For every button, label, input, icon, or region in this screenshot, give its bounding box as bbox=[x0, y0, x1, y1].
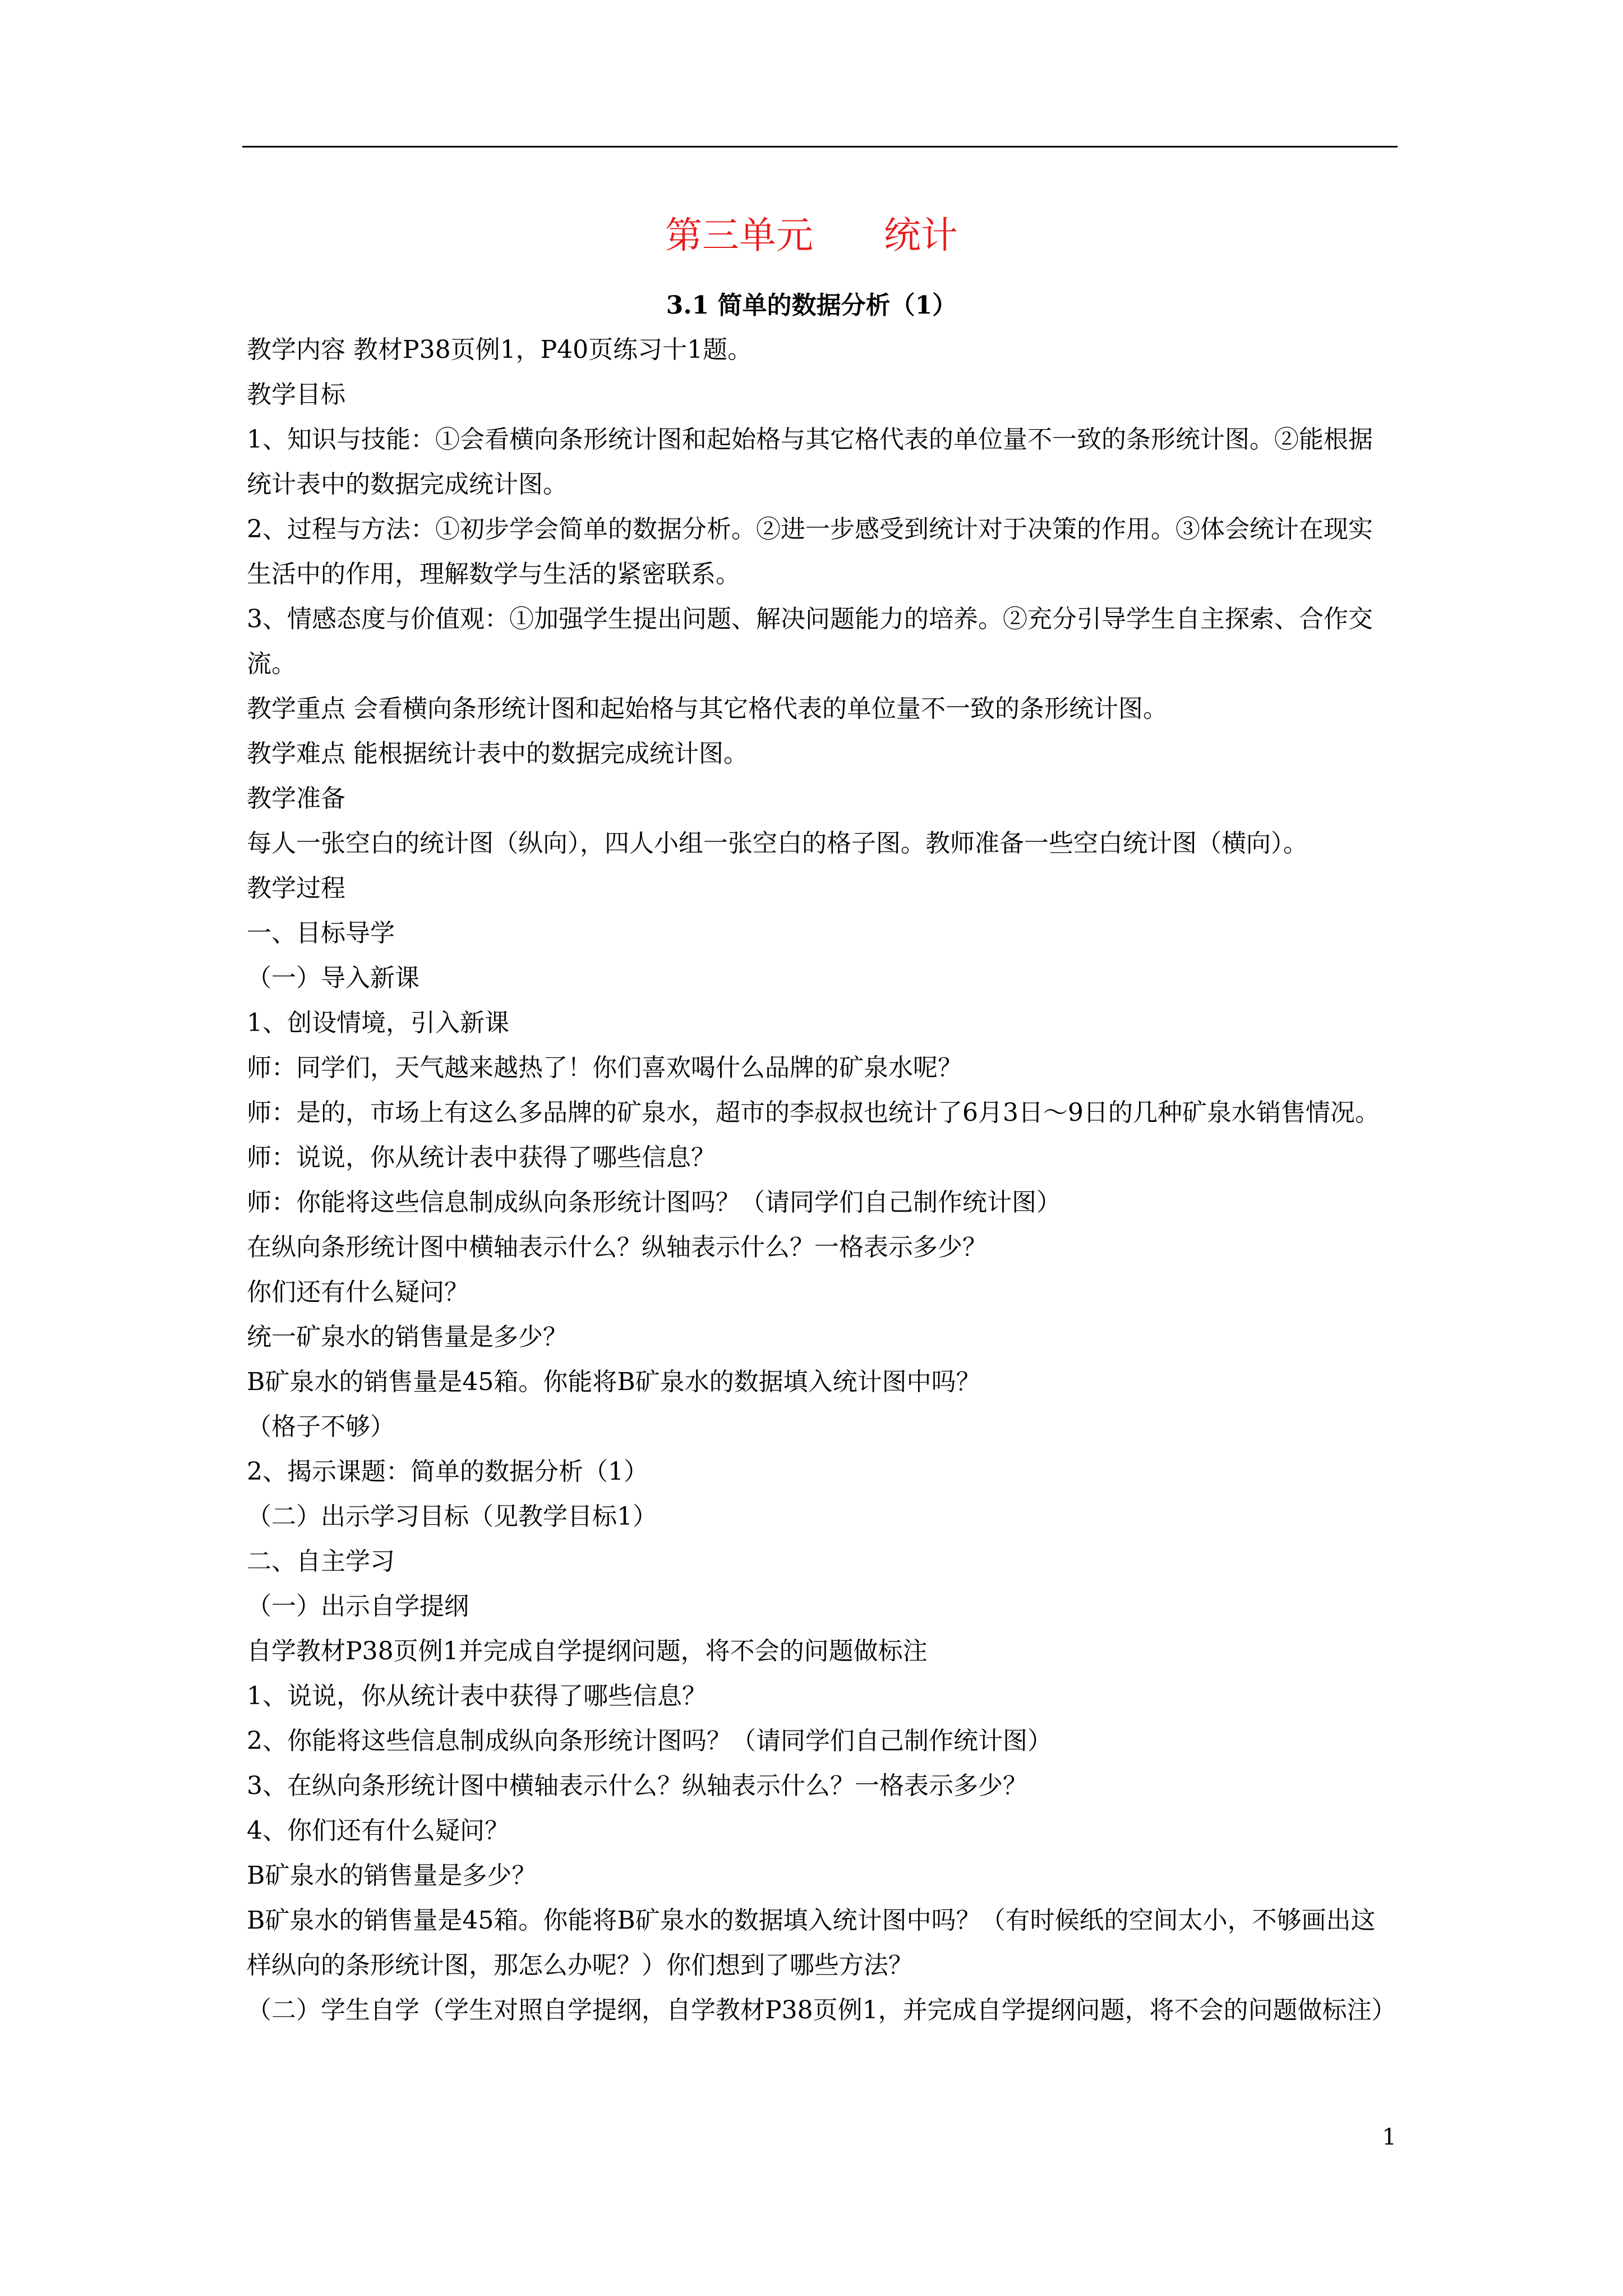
paragraph: 一、目标导学 bbox=[247, 919, 395, 947]
paragraph: 自学教材P38页例1并完成自学提纲问题，将不会的问题做标注 bbox=[247, 1637, 928, 1665]
paragraph: 师：是的，市场上有这么多品牌的矿泉水，超市的李叔叔也统计了6月3日～9日的几种矿泉水销售情况。 bbox=[247, 1098, 1380, 1127]
paragraph: （二）出示学习目标（见教学目标1） bbox=[247, 1502, 657, 1531]
paragraph: 教学难点 能根据统计表中的数据完成统计图。 bbox=[247, 739, 748, 768]
paragraph: （二）学生自学（学生对照自学提纲，自学教材P38页例1，并完成自学提纲问题，将不会的问题做标注） bbox=[247, 1996, 1396, 2024]
paragraph: 二、自主学习 bbox=[247, 1547, 395, 1576]
paragraph: 教学内容 教材P38页例1，P40页练习十1题。 bbox=[247, 335, 753, 364]
paragraph: （一）导入新课 bbox=[247, 964, 419, 992]
paragraph: 统一矿泉水的销售量是多少？ bbox=[247, 1323, 568, 1351]
paragraph: 教学过程 bbox=[247, 874, 345, 903]
paragraph: 2、过程与方法：①初步学会简单的数据分析。②进一步感受到统计对于决策的作用。③体会统计在现实生活中的作用，理解数学与生活的紧密联系。 bbox=[247, 515, 1373, 588]
paragraph: 教学目标 bbox=[247, 380, 345, 409]
paragraph: （格子不够） bbox=[247, 1412, 395, 1441]
paragraph: 师：同学们，天气越来越热了！你们喜欢喝什么品牌的矿泉水呢？ bbox=[247, 1053, 962, 1082]
paragraph: 1、创设情境，引入新课 bbox=[247, 1009, 509, 1037]
paragraph: 3、情感态度与价值观：①加强学生提出问题、解决问题能力的培养。②充分引导学生自主探索、合作交流。 bbox=[247, 605, 1373, 678]
paragraph: B矿泉水的销售量是45箱。你能将B矿泉水的数据填入统计图中吗？（有时候纸的空间太小，不够画出这样纵向的条形统计图，那怎么办呢？）你们想到了哪些方法？ bbox=[247, 1906, 1376, 1980]
paragraph: 教学重点 会看横向条形统计图和起始格与其它格代表的单位量不一致的条形统计图。 bbox=[247, 694, 1168, 723]
unit-title: 第三单元 统计 bbox=[665, 214, 958, 257]
paragraph: 1、知识与技能：①会看横向条形统计图和起始格与其它格代表的单位量不一致的条形统计图。②能根据统计表中的数据完成统计图。 bbox=[247, 425, 1373, 499]
paragraph: 教学准备 bbox=[247, 784, 345, 813]
paragraph: （一）出示自学提纲 bbox=[247, 1592, 469, 1621]
lesson-body bbox=[247, 328, 1396, 2033]
paragraph: 2、你能将这些信息制成纵向条形统计图吗？（请同学们自己制作统计图） bbox=[247, 1727, 1052, 1755]
paragraph: 师：你能将这些信息制成纵向条形统计图吗？（请同学们自己制作统计图） bbox=[247, 1188, 1061, 1217]
paragraph: 你们还有什么疑问？ bbox=[247, 1278, 469, 1306]
paragraph: 在纵向条形统计图中横轴表示什么？纵轴表示什么？一格表示多少？ bbox=[247, 1233, 987, 1262]
paragraph: 4、你们还有什么疑问？ bbox=[247, 1816, 509, 1845]
paragraph: 师：说说，你从统计表中获得了哪些信息？ bbox=[247, 1143, 716, 1172]
page-number: 1 bbox=[1382, 2124, 1396, 2150]
paragraph: B矿泉水的销售量是45箱。你能将B矿泉水的数据填入统计图中吗？ bbox=[247, 1368, 981, 1396]
paragraph: 2、揭示课题：简单的数据分析（1） bbox=[247, 1457, 648, 1486]
header-rule bbox=[242, 146, 1398, 148]
paragraph: 每人一张空白的统计图（纵向），四人小组一张空白的格子图。教师准备一些空白统计图（横向）。 bbox=[247, 829, 1308, 858]
paragraph: B矿泉水的销售量是多少？ bbox=[247, 1861, 537, 1890]
paragraph: 3、在纵向条形统计图中横轴表示什么？纵轴表示什么？一格表示多少？ bbox=[247, 1772, 1027, 1800]
lesson-subtitle: 3.1 简单的数据分析（1） bbox=[666, 291, 957, 320]
paragraph: 1、说说，你从统计表中获得了哪些信息？ bbox=[247, 1682, 707, 1710]
